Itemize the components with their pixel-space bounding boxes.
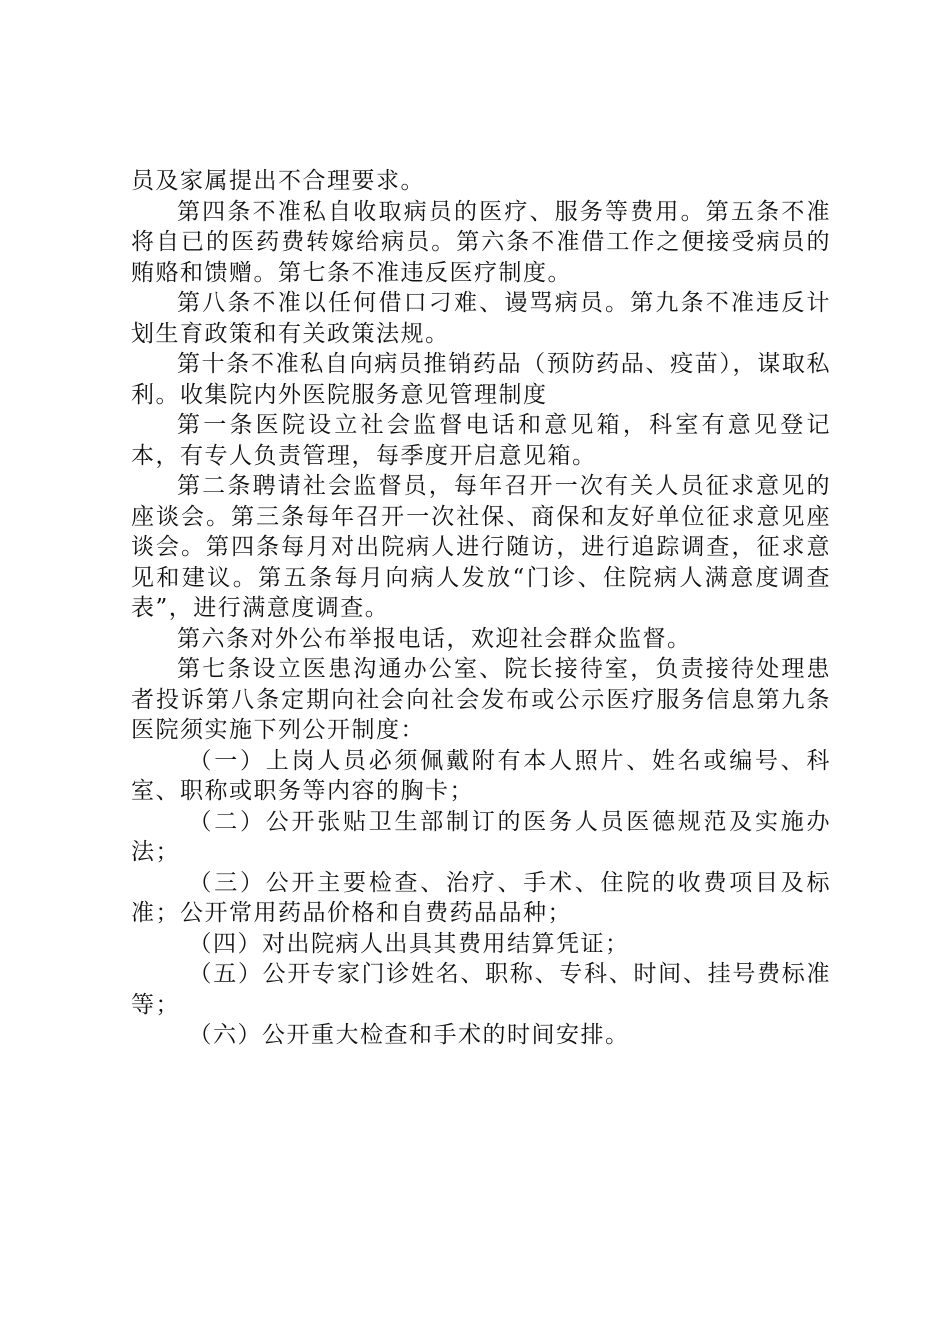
list-item-1: （一）上岗人员必须佩戴附有本人照片、姓名或编号、科室、职称或职务等内容的胸卡； [131,747,831,804]
list-item-4: （四）对出院病人出具其费用结算凭证； [188,930,630,957]
paragraph-opinion-article-2-5: 第二条聘请社会监督员，每年召开一次有关人员征求意见的座谈会。第三条每年召开一次社保、商保和友好单位征求意见座谈会。第四条每月对出院病人进行随访，进行追踪调查，征求意见和建议。第五条每月向病人发放“门诊、住院病人满意度调查表”，进行满意度调查。 [131,473,831,621]
paragraph-article-10: 第十条不准私自向病员推销药品（预防药品、疫苗），谋取私利。收集院内外医院服务意见管理制度 [131,351,831,408]
list-item-5: （五）公开专家门诊姓名、职称、专科、时间、挂号费标准等； [131,961,831,1018]
list-item-3: （三）公开主要检查、治疗、手术、住院的收费项目及标准；公开常用药品价格和自费药品品种； [131,869,831,926]
paragraph-continuation: 员及家属提出不合理要求。 [131,168,425,194]
paragraph-article-4-7: 第四条不准私自收取病员的医疗、服务等费用。第五条不准将自已的医药费转嫁给病员。第六条不准借工作之便接受病员的贿赂和馈赠。第七条不准违反医疗制度。 [131,198,831,286]
paragraph-opinion-article-6: 第六条对外公布举报电话，欢迎社会群众监督。 [177,625,692,652]
paragraph-opinion-article-7-9: 第七条设立医患沟通办公室、院长接待室，负责接待处理患者投诉第八条定期向社会向社会发布或公示医疗服务信息第九条医院须实施下列公开制度： [131,656,831,743]
paragraph-article-8-9: 第八条不准以任何借口刁难、谩骂病员。第九条不准违反计划生育政策和有关政策法规。 [131,290,831,347]
list-item-2: （二）公开张贴卫生部制订的医务人员医德规范及实施办法； [131,808,831,865]
document-body [131,166,831,1051]
paragraph-opinion-article-1: 第一条医院设立社会监督电话和意见箱，科室有意见登记本，有专人负责管理，每季度开启意见箱。 [131,412,831,469]
list-item-6: （六）公开重大检查和手术的时间安排。 [188,1022,630,1048]
